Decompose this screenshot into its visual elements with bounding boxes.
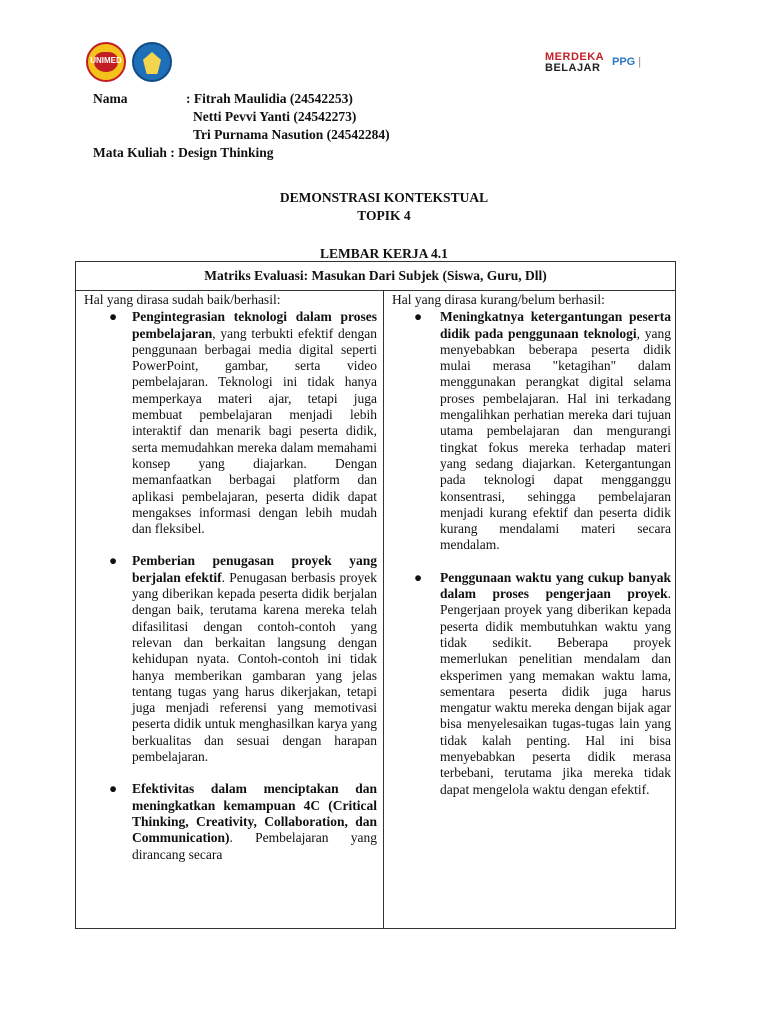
item-text: , yang menyebabkan beberapa peserta didik mulai merasa "ketagihan" dalam menggunakan perangkat digital selama proses pembelajaran. Hal ini terkadang mengalihkan perhatian mereka dari tujuan utama pembelajaran dan mengurangi tingkat fokus mereka terhadap materi yang sedang diajarkan. Ketergantungan pada teknologi dapat mengganggu konsentrasi, sehingga pembelajaran menjadi kurang efektif dan peserta didik kurang mendalami materi secara mendalam. (440, 325, 671, 553)
student-info (93, 90, 390, 162)
unimed-logo (86, 42, 126, 82)
success-column-title: Hal yang dirasa sudah baik/berhasil: (84, 292, 281, 307)
item-bold: Pemberian penugasan proyek yang berjalan efektif (132, 553, 377, 585)
list-item (392, 570, 671, 798)
list-item (84, 309, 377, 537)
ppg-logo-text: PPG (612, 56, 636, 68)
doc-topic: TOPIK 4 (357, 208, 411, 223)
item-bold: Penggunaan waktu yang cukup banyak dalam proses pengerjaan proyek (440, 569, 671, 602)
item-text: . Penugasan berbasis proyek yang diberikan kepada peserta didik berjalan dengan baik, terutama karena mereka telah difasilitasi dengan contoh-contoh yang relevan dan berkaitan langsung dengan kehidupan nyata. Contoh-contoh ini tidak hanya memberikan gambaran yang jelas tentang tugas yang harus dikerjakan, tetapi juga menjadi referensi yang memotivasi peserta didik untuk menghasilkan karya yang berkualitas dan sesuai dengan harapan pembelajaran. (132, 569, 377, 765)
bullet-icon: ● (109, 553, 118, 569)
mata-kuliah: Mata Kuliah : Design Thinking (93, 145, 274, 160)
success-column (76, 291, 384, 929)
evaluation-matrix (75, 261, 676, 929)
worksheet-title: LEMBAR KERJA 4.1 (320, 246, 448, 261)
improvement-column (384, 291, 675, 929)
bullet-icon: ● (414, 569, 423, 585)
ppg-logo-separator: | (638, 56, 642, 68)
bullet-icon: ● (109, 781, 118, 797)
nama-2: Netti Pevvi Yanti (24542273) (193, 109, 357, 124)
bullet-icon: ● (414, 309, 423, 325)
unimed-logo-text: UNIMED (90, 56, 122, 65)
list-item (392, 309, 671, 553)
item-bold: Efektivitas dalam menciptakan dan meningkatkan kemampuan 4C (Critical Thinking, Creativity, Collaboration, dan Communication) (132, 781, 377, 846)
bullet-icon: ● (109, 309, 118, 325)
item-bold: Pengintegrasian teknologi dalam proses pembelajaran (132, 309, 377, 341)
list-item (84, 781, 377, 862)
nama-3: Tri Purnama Nasution (24542284) (193, 127, 390, 142)
kemdikbud-logo (132, 42, 172, 82)
doc-title: DEMONSTRASI KONTEKSTUAL (279, 190, 489, 205)
item-text: . Pengerjaan proyek yang diberikan kepada peserta didik membutuhkan waktu yang tidak sedikit. Beberapa proyek memerlukan penelitian mendalam dan eksperimen yang memakan waktu lama, sementara peserta didik juga harus mengatur waktu mereka dengan bijak agar bisa menyelesaikan tugas-tugas lain yang tidak kalah penting. Hal ini bisa menyebabkan peserta didik merasa terbebani, terutama jika mereka tidak dapat mengelola waktu dengan efektif. (440, 586, 671, 797)
merdeka-belajar-logo (545, 52, 604, 74)
merdeka-logo-line2: BELAJAR (545, 62, 601, 74)
item-text: . Pembelajaran yang dirancang secara (132, 830, 377, 862)
merdeka-logo-line1: MERDEKA (545, 51, 605, 63)
item-text: , yang terbukti efektif dengan penggunaan berbagai media digital seperti PowerPoint, gambar, serta video pembelajaran. Teknologi ini tidak hanya memperkaya materi ajar, tetapi juga membuat pembelajaran menjadi lebih interaktif dan menarik bagi peserta didik, serta memudahkan mereka dalam memahami konsep yang diajarkan. Dengan memanfaatkan berbagai platform dan aplikasi pembelajaran, peserta didik dapat mengakses informasi dengan lebih mudah dan fleksibel. (132, 325, 377, 537)
header-logos (86, 42, 172, 82)
matrix-header: Matriks Evaluasi: Masukan Dari Subjek (Siswa, Guru, Dll) (76, 262, 675, 291)
nama-label: Nama (93, 91, 128, 106)
ppg-logo (612, 56, 658, 68)
nama-1: : Fitrah Maulidia (24542253) (186, 91, 353, 106)
improvement-column-title: Hal yang dirasa kurang/belum berhasil: (392, 292, 605, 307)
list-item (84, 553, 377, 765)
item-bold: Meningkatnya ketergantungan peserta didik pada penggunaan teknologi (440, 309, 671, 341)
